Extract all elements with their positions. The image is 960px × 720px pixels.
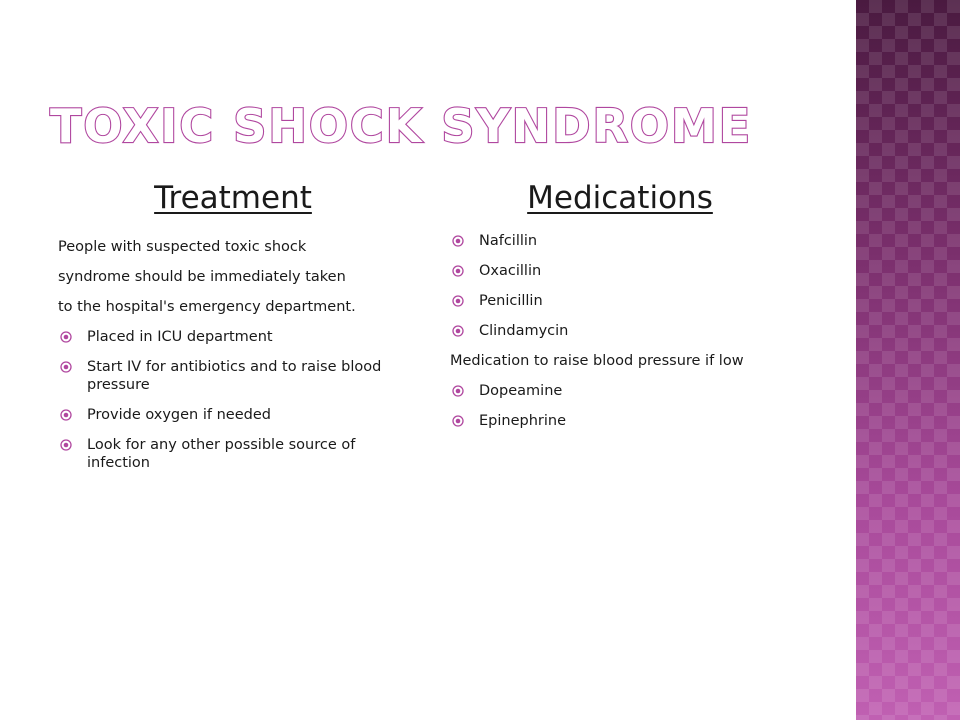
- medication-name: Oxacillin: [479, 263, 542, 279]
- circle-target-bullet-icon: [452, 385, 464, 397]
- list-item: [58, 328, 408, 346]
- circle-target-bullet-icon: [60, 331, 72, 343]
- list-item: [450, 262, 800, 280]
- circle-target-bullet-icon: [452, 295, 464, 307]
- list-item: [58, 436, 408, 472]
- circle-target-bullet-icon: [452, 415, 464, 427]
- bp-medication-note: Medication to raise blood pressure if low: [450, 353, 744, 369]
- circle-target-bullet-icon: [60, 361, 72, 373]
- list-item: [450, 412, 800, 430]
- list-item: [450, 382, 800, 400]
- treatment-heading: Treatment: [154, 180, 312, 216]
- list-item: [58, 406, 408, 424]
- circle-target-bullet-icon: [452, 325, 464, 337]
- decorative-sidebar: [856, 0, 960, 720]
- treatment-intro-line: to the hospital's emergency department.: [58, 299, 356, 315]
- medications-heading: Medications: [527, 180, 713, 216]
- medication-name: Dopeamine: [479, 383, 563, 399]
- list-item: [58, 358, 408, 394]
- treatment-intro-line: syndrome should be immediately taken: [58, 269, 346, 285]
- medication-name: Nafcillin: [479, 233, 538, 249]
- treatment-bullet-list: [58, 328, 408, 472]
- slide-title: [40, 90, 753, 160]
- treatment-intro-line: People with suspected toxic shock: [58, 239, 307, 255]
- circle-target-bullet-icon: [452, 235, 464, 247]
- treatment-bullet-text: Placed in ICU department: [87, 329, 273, 345]
- antibiotics-list: [450, 232, 800, 340]
- circle-target-bullet-icon: [60, 439, 72, 451]
- treatment-intro: [58, 232, 408, 322]
- medication-name: Clindamycin: [479, 323, 569, 339]
- circle-target-bullet-icon: [60, 409, 72, 421]
- medications-column: [450, 178, 800, 442]
- slide-title-text: Toxic Shock Syndrome: [50, 99, 753, 153]
- medication-name: Epinephrine: [479, 413, 566, 429]
- treatment-bullet-text: Look for any other possible source of infection: [87, 437, 356, 471]
- bp-drugs-list: [450, 382, 800, 430]
- list-item: [450, 232, 800, 250]
- treatment-column: [58, 178, 408, 484]
- medication-name: Penicillin: [479, 293, 543, 309]
- list-item: [450, 322, 800, 340]
- list-item: [450, 292, 800, 310]
- treatment-bullet-text: Provide oxygen if needed: [87, 407, 271, 423]
- circle-target-bullet-icon: [452, 265, 464, 277]
- treatment-bullet-text: Start IV for antibiotics and to raise blood pressure: [87, 359, 382, 393]
